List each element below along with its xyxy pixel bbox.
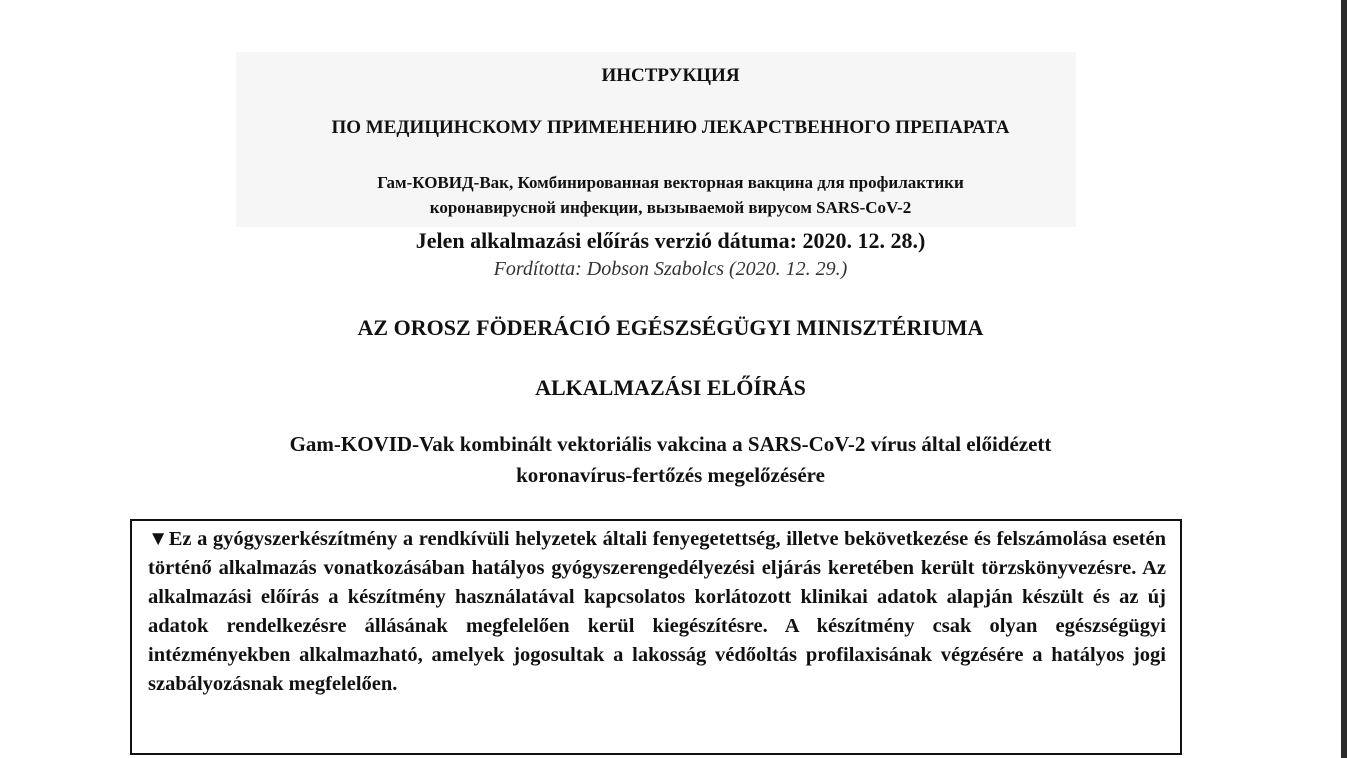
- russian-product-line-1: Гам-КОВИД-Вак, Комбинированная векторная вакцина для профилактики: [377, 173, 964, 192]
- translator-line: Fordította: Dobson Szabolcs (2020. 12. 29.): [493, 258, 848, 280]
- russian-title: ИНСТРУКЦИЯ: [601, 65, 740, 86]
- document-type-heading: ALKALMAZÁSI ELŐÍRÁS: [535, 375, 806, 400]
- ministry-heading: AZ OROSZ FÖDERÁCIÓ EGÉSZSÉGÜGYI MINISZTÉRIUMA: [357, 315, 984, 340]
- notice-text: ▼Ez a gyógyszerkészítmény a rendkívüli helyzetek általi fenyegetettség, illetve bekövetkezése és felszámolása esetén történő alkalmazás vonatkozásában hatályos gyógyszerengedélyezési eljárás keretében került törzskönyvezésre. Az alkalmazási előírás a készítmény használatával kapcsolatos korlátozott klinikai adatok alapján készült és az új adatok rendelkezésre állásának megfelelően kerül kiegészítésre. A készítmény csak olyan egészségügyi intézményekben alkalmazható, amelyek jogosultak a lakosság védőoltás profilaxisának végzésére a hatályos jogi szabályozásnak megfelelően.: [148, 528, 1166, 695]
- russian-subtitle: ПО МЕДИЦИНСКОМУ ПРИМЕНЕНИЮ ЛЕКАРСТВЕННОГО ПРЕПАРАТА: [331, 117, 1010, 138]
- version-date-line: Jelen alkalmazási előírás verzió dátuma: 2020. 12. 28.): [415, 228, 926, 253]
- product-title-line-1: Gam-KOVID-Vak kombinált vektoriális vakcina a SARS-CoV-2 vírus által előidézett: [289, 432, 1052, 456]
- page-edge-divider: [1341, 0, 1347, 758]
- russian-product-line-2: коронавирусной инфекции, вызываемой вирусом SARS-CoV-2: [429, 198, 912, 217]
- product-title-line-2: koronavírus-fertőzés megelőzésére: [516, 463, 825, 487]
- notice-box: [130, 519, 1182, 755]
